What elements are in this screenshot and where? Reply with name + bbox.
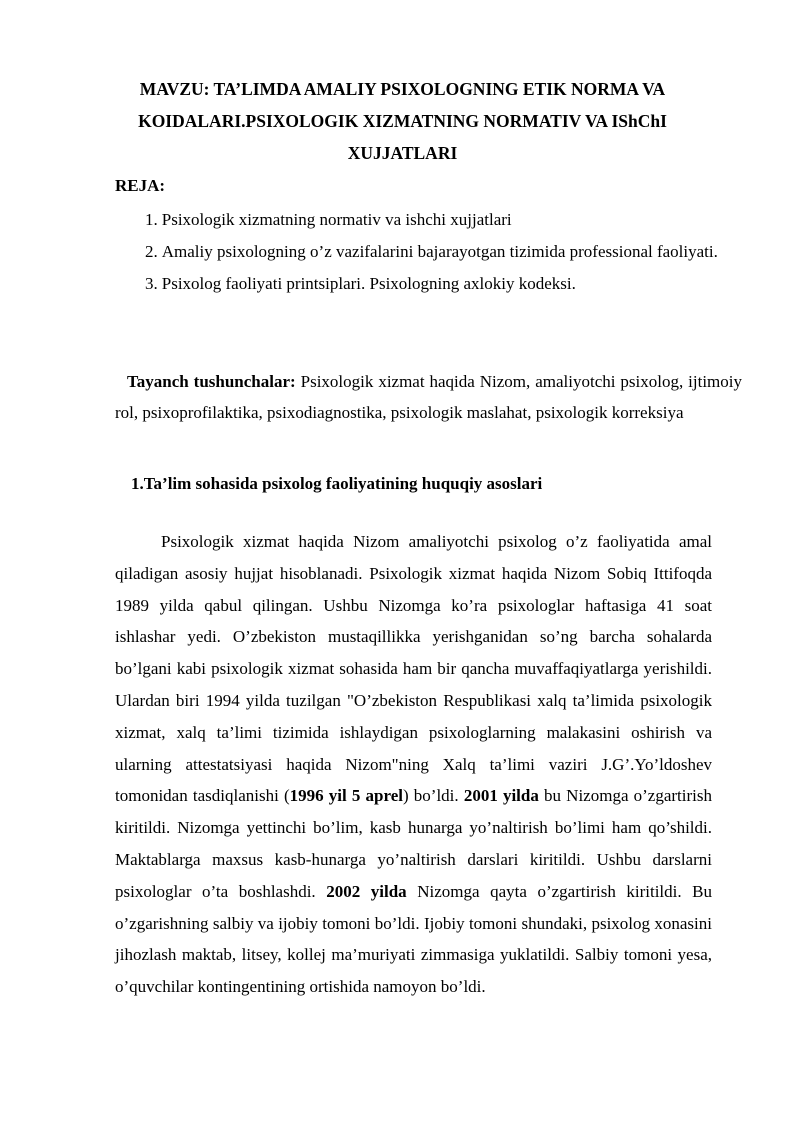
key-concepts-text: Psixologik xizmat haqida Nizom, amaliyotchi psixolog, ijtimoiy rol, psixoprofilaktika, psixodiagnostika, psixologik maslahat, psixologik korreksiya: [115, 372, 742, 422]
plan-item-text: Psixologik xizmatning normativ va ishchi xujjatlari: [161, 210, 512, 229]
document-title: MAVZU: TA’LIMDA AMALIY PSIXOLOGNING ETIK NORMA VA KOIDALARI.PSIXOLOGIK XIZMATNING NORMATIV VA IShChI XUJJATLARI: [138, 79, 667, 163]
plan-item: [145, 268, 742, 300]
plan-item-text: Psixolog faoliyati printsiplari. Psixologning axlokiy kodeksi.: [161, 274, 576, 293]
paragraph-text: ) bo’ldi.: [402, 786, 464, 806]
plan-item-number: 3.: [145, 274, 158, 293]
plan-item-text: Amaliy psixologning o’z vazifalarini bajarayotgan tizimida professional faoliyati.: [161, 242, 718, 261]
plan-item: [145, 204, 742, 236]
plan-item: [145, 236, 742, 268]
plan-item-number: 2.: [145, 242, 158, 261]
plan-list: [145, 204, 742, 300]
key-concepts: [115, 366, 742, 428]
paragraph-text: bu Nizomga o’zgartirish kiritildi. Nizomga yettinchi bo’lim, kasb hunarga yo’naltirish bo’limi ham qo’shildi. Maktablarga maxsus kasb-hunarga yo’naltirish darslari kiritildi. Ushbu darslarni psixologlar o’ta boshlashdi.: [115, 786, 712, 901]
paragraph-text: Psixologik xizmat haqida Nizom amaliyotchi psixolog o’z faoliyatida amal qiladigan asosiy hujjat hisoblanadi. Psixologik xizmat haqida Nizom Sobiq Ittifoqda 1989 yilda qabul qilingan. Ushbu Nizomga ko’ra psixologlar haftasiga 41 soat ishlashar yedi. O’zbekiston mustaqillikka yerishganidan so’ng barcha sohalarda bo’lgani kabi psixologik xizmat sohasida ham bir qancha muvaffaqiyatlarga yerishildi. Ulardan biri 1994 yilda tuzilgan "O’zbekiston Respublikasi xalq ta’limida psixologik xizmat, xalq ta’limi tizimida ishlaydigan psixologlarning malakasini oshirish va ularning attestatsiyasi haqida Nizom"ning Xalq ta’limi vaziri J.G’.Yo’ldoshev tomonidan tasdiqlanishi (: [115, 532, 712, 806]
plan-label: REJA:: [115, 176, 166, 195]
paragraph-text: Nizomga qayta o’zgartirish kiritildi. Bu o’zgarishning salbiy va ijobiy tomoni bo’ldi. Ijobiy tomoni shundaki, psixolog xonasini jihozlash maktab, litsey, kollej ma’muriyati zimmasiga yuklatildi. Salbiy tomoni yesa, o’quvchilar kontingentining ortishida namoyon bo’ldi.: [115, 881, 712, 997]
key-concepts-label: Tayanch tushunchalar:: [127, 372, 296, 391]
paragraph-bold-date: 1996 yil 5 aprel: [289, 786, 403, 806]
plan-item-number: 1.: [145, 210, 158, 229]
body-paragraph: [115, 526, 712, 1003]
paragraph-bold-year: 2001 yilda: [463, 786, 539, 806]
paragraph-bold-year: 2002 yilda: [326, 881, 407, 901]
section-heading: 1.Ta’lim sohasida psixolog faoliyatining huquqiy asoslari: [131, 474, 543, 493]
